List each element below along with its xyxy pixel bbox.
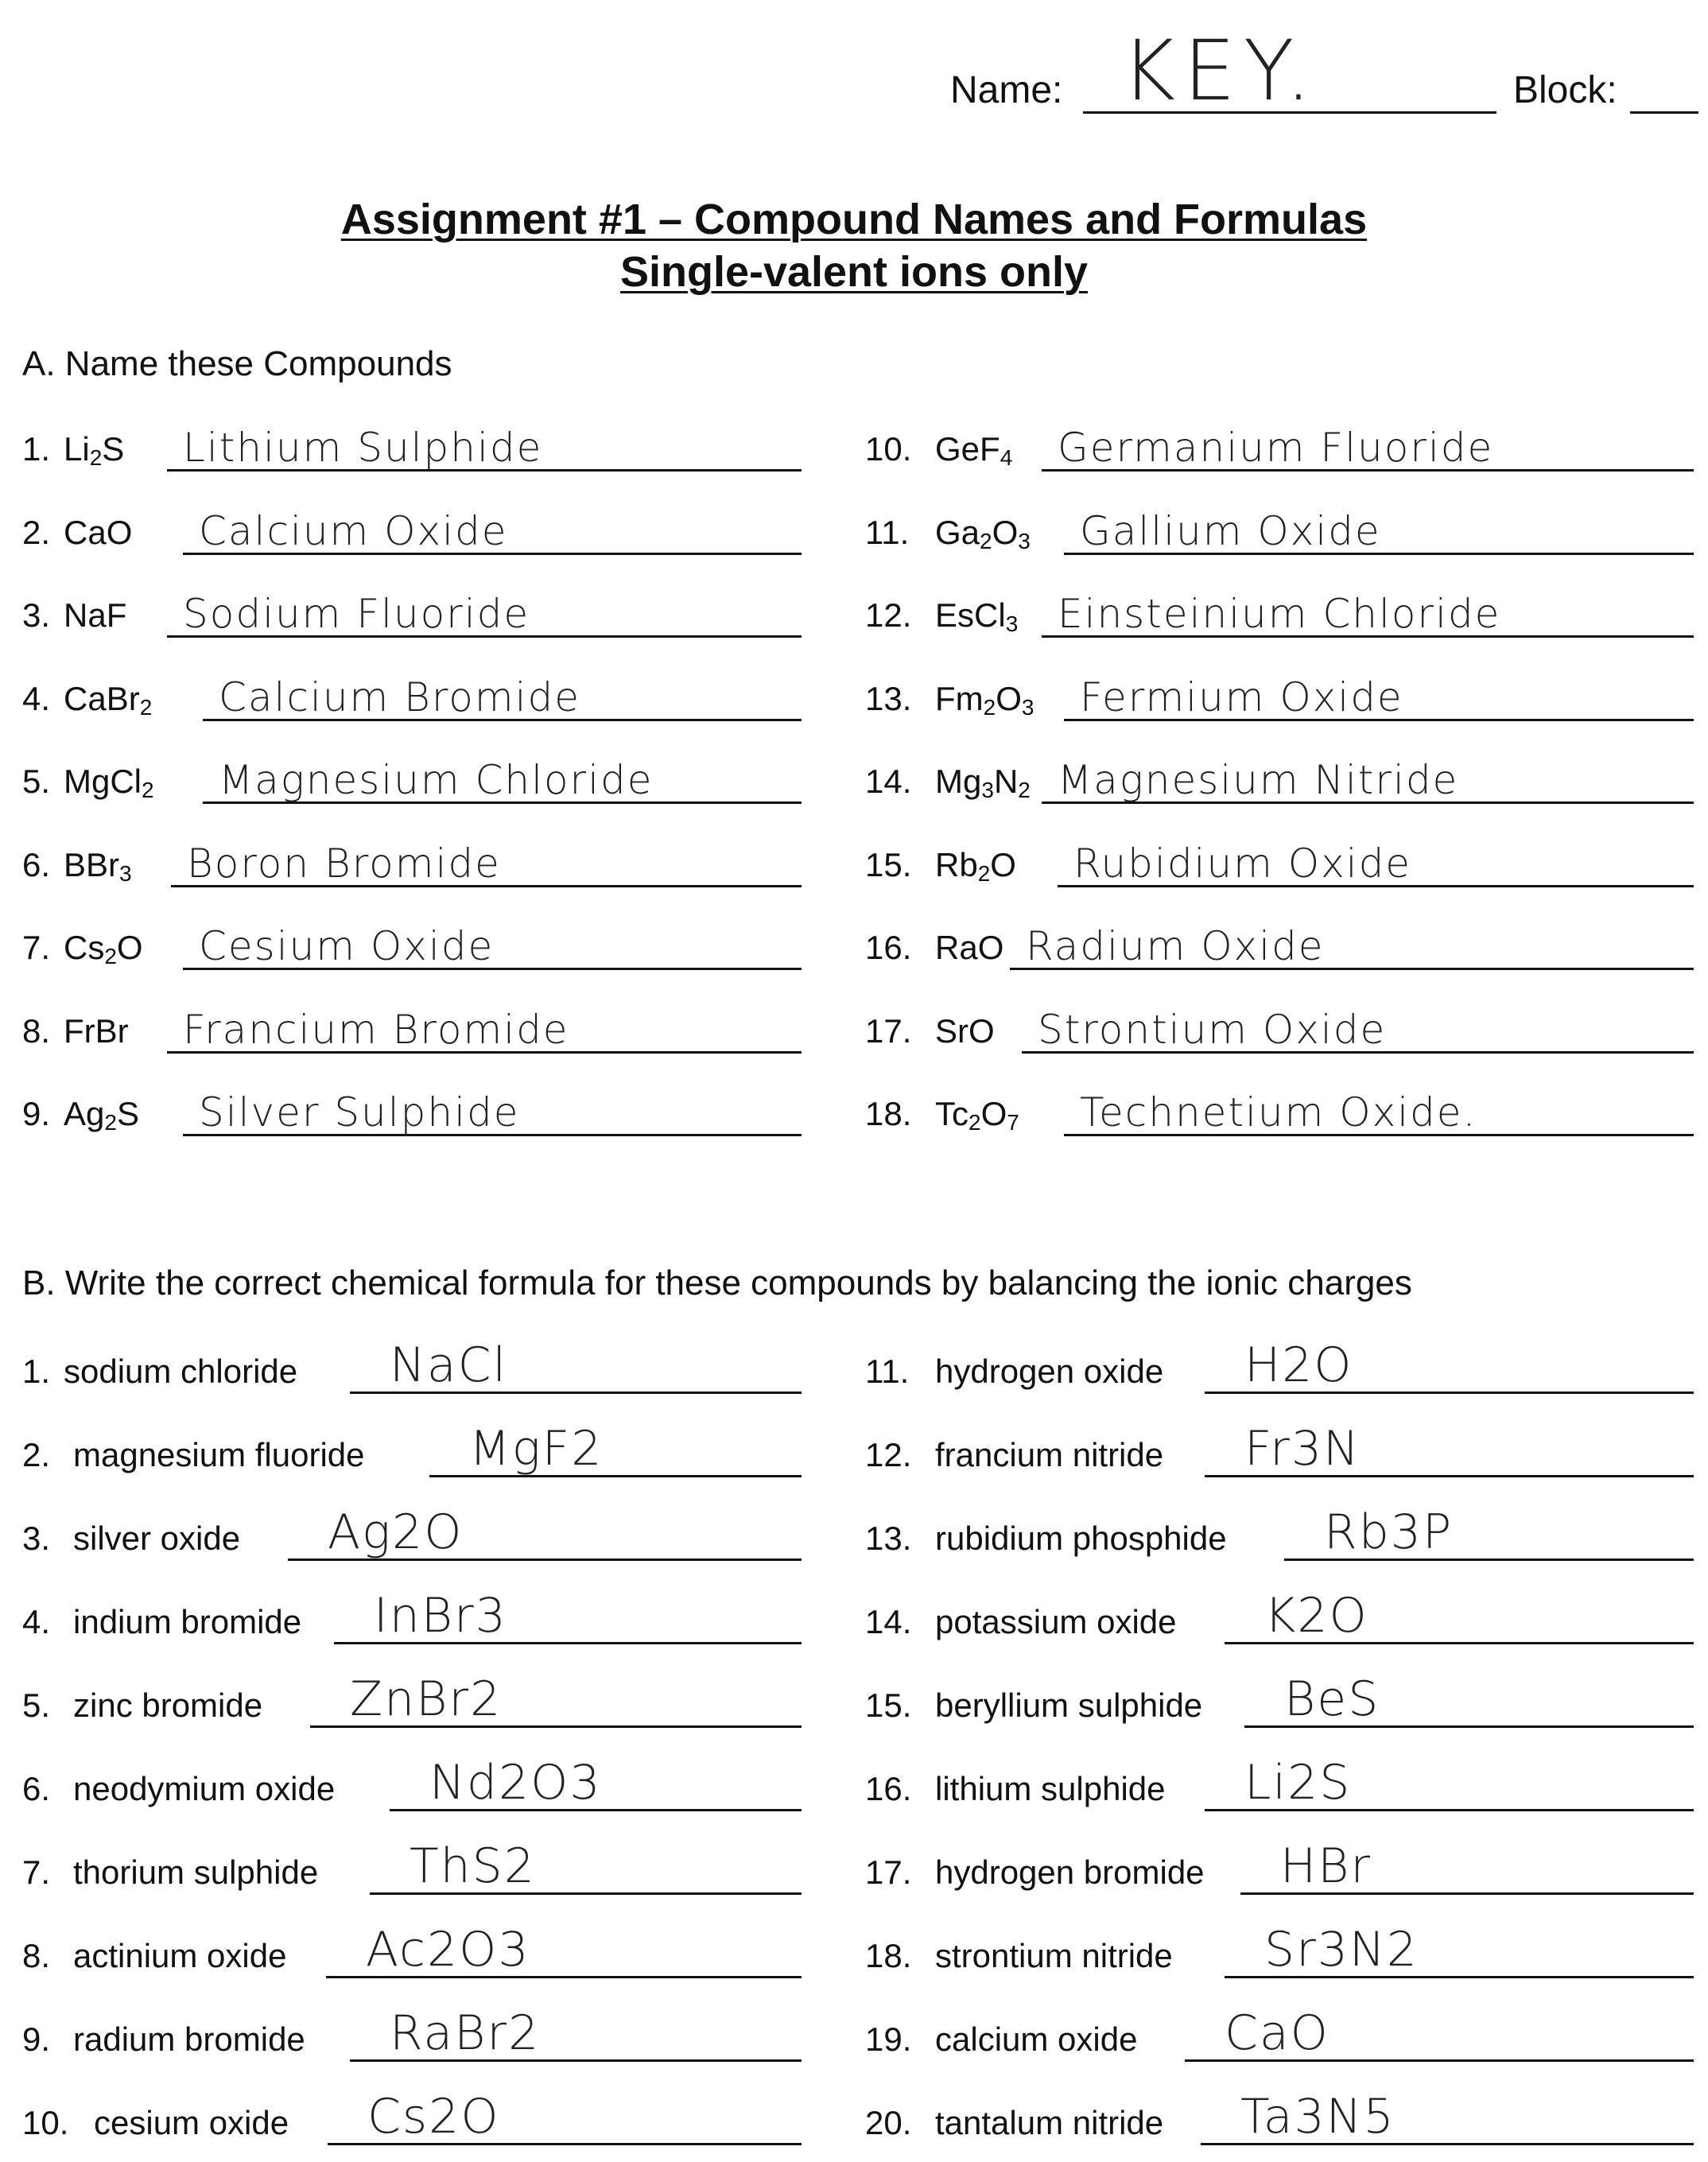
item-number: 12. bbox=[865, 1436, 912, 1473]
compound-formula bbox=[64, 679, 152, 719]
compound-name: zinc bromide bbox=[73, 1687, 263, 1724]
item-number: 1. bbox=[22, 1353, 51, 1390]
handwritten-formula: Cs2O bbox=[367, 2089, 500, 2145]
handwritten-formula: ZnBr2 bbox=[350, 1671, 503, 1727]
formula-subscript: 7 bbox=[1007, 1110, 1019, 1135]
handwritten-answer: Gallium Oxide bbox=[1080, 507, 1381, 554]
item-number: 10. bbox=[865, 430, 912, 468]
formula-symbol: CaO bbox=[64, 513, 133, 551]
section-b-row bbox=[865, 1755, 1694, 1825]
item-number: 7. bbox=[22, 929, 51, 966]
formula-subscript: 3 bbox=[981, 778, 994, 802]
formula-subscript: 2 bbox=[977, 860, 991, 886]
item-number: 13. bbox=[865, 679, 912, 717]
formula-symbol: Li bbox=[64, 430, 90, 468]
formula-subscript: 2 bbox=[104, 1110, 117, 1135]
section-b-row bbox=[22, 1671, 802, 1741]
item-number: 6. bbox=[22, 845, 51, 883]
handwritten-answer: Calcium Oxide bbox=[199, 507, 508, 554]
item-number: 13. bbox=[865, 1520, 912, 1557]
compound-formula bbox=[64, 429, 124, 469]
formula-subscript: 2 bbox=[139, 694, 153, 720]
title-line-1: Assignment #1 – Compound Names and Formulas bbox=[340, 196, 1368, 243]
section-b-row bbox=[865, 1671, 1694, 1741]
handwritten-formula: InBr3 bbox=[374, 1588, 507, 1644]
section-b-row bbox=[22, 1838, 802, 1908]
compound-name: sodium chloride bbox=[64, 1353, 298, 1390]
item-number: 6. bbox=[22, 1770, 51, 1807]
compound-formula bbox=[935, 596, 1018, 635]
section-b-row bbox=[865, 1588, 1694, 1658]
formula-symbol: O bbox=[116, 929, 143, 966]
handwritten-answer: Silver Sulphide bbox=[199, 1089, 520, 1135]
handwritten-formula: K2O bbox=[1264, 1588, 1368, 1644]
section-b-row bbox=[865, 2005, 1694, 2075]
handwritten-formula: Fr3N bbox=[1244, 1421, 1361, 1477]
handwritten-formula: H2O bbox=[1244, 1337, 1353, 1393]
handwritten-answer: Einsteinium Chloride bbox=[1058, 591, 1501, 637]
section-a-row bbox=[865, 1086, 1694, 1150]
handwritten-answer: Magnesium Nitride bbox=[1058, 757, 1459, 803]
compound-name: silver oxide bbox=[73, 1520, 241, 1557]
compound-name: francium nitride bbox=[935, 1436, 1164, 1473]
item-number: 2. bbox=[22, 513, 51, 551]
section-a-row bbox=[22, 588, 802, 651]
block-label: Block: bbox=[1513, 69, 1617, 111]
handwritten-formula: Li2S bbox=[1244, 1755, 1352, 1811]
section-a-row bbox=[22, 837, 802, 901]
handwritten-answer: Rubidium Oxide bbox=[1073, 840, 1412, 887]
formula-symbol: S bbox=[116, 1095, 139, 1132]
handwritten-formula: Sr3N2 bbox=[1264, 1922, 1419, 1978]
handwritten-answer: Magnesium Chloride bbox=[219, 757, 654, 803]
compound-formula bbox=[64, 1011, 129, 1051]
handwritten-answer: Francium Bromide bbox=[183, 1006, 569, 1053]
section-b-row bbox=[22, 2089, 802, 2159]
handwritten-formula: CaO bbox=[1225, 2005, 1330, 2061]
compound-formula bbox=[935, 845, 1016, 885]
compound-name: lithium sulphide bbox=[935, 1770, 1166, 1807]
section-a-row bbox=[22, 1003, 802, 1067]
formula-symbol: RaO bbox=[935, 929, 1004, 966]
handwritten-answer: Lithium Sulphide bbox=[183, 425, 543, 471]
section-b-row bbox=[865, 1337, 1694, 1407]
formula-symbol: N bbox=[993, 763, 1019, 800]
formula-symbol: GeF bbox=[935, 430, 1000, 468]
page-title bbox=[0, 194, 1708, 245]
compound-name: strontium nitride bbox=[935, 1937, 1173, 1974]
item-number: 18. bbox=[865, 1937, 912, 1974]
name-label: Name: bbox=[950, 69, 1063, 111]
handwritten-formula: Rb3P bbox=[1324, 1504, 1454, 1560]
compound-formula bbox=[64, 845, 132, 885]
handwritten-formula: ThS2 bbox=[410, 1838, 536, 1894]
compound-formula bbox=[64, 596, 126, 635]
section-b-row bbox=[865, 1838, 1694, 1908]
section-a-row bbox=[865, 754, 1694, 817]
section-b-row bbox=[865, 2089, 1694, 2159]
formula-symbol: Tc bbox=[935, 1095, 969, 1132]
item-number: 8. bbox=[22, 1011, 51, 1050]
section-a-row bbox=[865, 1003, 1694, 1067]
formula-subscript: 2 bbox=[89, 445, 103, 470]
item-number: 15. bbox=[865, 845, 912, 883]
handwritten-formula: MgF2 bbox=[469, 1421, 604, 1477]
compound-formula bbox=[935, 429, 1012, 469]
section-a-row bbox=[865, 671, 1694, 735]
section-b-row bbox=[865, 1504, 1694, 1574]
section-b-row bbox=[22, 1588, 802, 1658]
item-number: 19. bbox=[865, 2020, 912, 2058]
section-a-row bbox=[865, 505, 1694, 569]
section-b-heading: B. Write the correct chemical formula for these compounds by balancing the ionic charges bbox=[22, 1263, 1412, 1302]
handwritten-answer: Fermium Oxide bbox=[1080, 673, 1403, 720]
formula-symbol: CaBr bbox=[64, 679, 140, 717]
formula-symbol: O bbox=[980, 1095, 1007, 1132]
compound-name: indium bromide bbox=[73, 1603, 302, 1640]
compound-name: hydrogen oxide bbox=[935, 1353, 1164, 1390]
section-b-row bbox=[22, 1504, 802, 1574]
item-number: 16. bbox=[865, 929, 912, 966]
formula-subscript: 2 bbox=[104, 944, 117, 968]
section-a-row bbox=[22, 505, 802, 569]
formula-symbol: Cs bbox=[64, 929, 105, 966]
item-number: 17. bbox=[865, 1011, 912, 1050]
compound-name: actinium oxide bbox=[73, 1937, 287, 1974]
section-b-row bbox=[865, 1421, 1694, 1491]
item-number: 2. bbox=[22, 1436, 51, 1473]
handwritten-formula: Nd2O3 bbox=[429, 1755, 602, 1811]
item-number: 16. bbox=[865, 1770, 912, 1807]
item-number: 9. bbox=[22, 2020, 51, 2058]
handwritten-answer: Technetium Oxide. bbox=[1080, 1089, 1477, 1135]
item-number: 4. bbox=[22, 679, 51, 717]
handwritten-answer: Boron Bromide bbox=[187, 840, 501, 887]
formula-symbol: O bbox=[992, 513, 1019, 551]
formula-symbol: Ag bbox=[64, 1095, 105, 1132]
item-number: 14. bbox=[865, 763, 912, 800]
handwritten-formula: Ac2O3 bbox=[366, 1922, 530, 1978]
compound-name: calcium oxide bbox=[935, 2020, 1138, 2058]
handwritten-answer: Cesium Oxide bbox=[199, 923, 495, 969]
formula-subscript: 3 bbox=[1018, 528, 1031, 553]
item-number: 18. bbox=[865, 1095, 912, 1132]
item-number: 1. bbox=[22, 430, 51, 468]
formula-symbol: O bbox=[996, 679, 1022, 717]
compound-formula bbox=[935, 762, 1031, 802]
item-number: 3. bbox=[22, 596, 51, 634]
section-b-row bbox=[865, 1922, 1694, 1992]
compound-formula bbox=[935, 1094, 1019, 1134]
formula-symbol: Fm bbox=[935, 679, 984, 717]
compound-name: tantalum nitride bbox=[935, 2104, 1164, 2141]
compound-name: thorium sulphide bbox=[73, 1853, 319, 1891]
formula-symbol: Mg bbox=[935, 763, 982, 800]
section-b-row bbox=[22, 1755, 802, 1825]
compound-formula bbox=[64, 928, 143, 968]
formula-subscript: 2 bbox=[1018, 778, 1031, 802]
formula-subscript: 3 bbox=[1005, 611, 1019, 636]
compound-formula bbox=[64, 513, 132, 553]
compound-name: radium bromide bbox=[73, 2020, 305, 2058]
section-a-row bbox=[22, 671, 802, 735]
section-a-row bbox=[22, 920, 802, 984]
item-number: 4. bbox=[22, 1603, 51, 1640]
handwritten-answer: Germanium Fluoride bbox=[1058, 425, 1494, 471]
item-number: 12. bbox=[865, 596, 912, 634]
formula-symbol: Rb bbox=[935, 845, 978, 883]
formula-symbol: NaF bbox=[64, 596, 127, 634]
section-b-row bbox=[22, 1421, 802, 1491]
item-number: 5. bbox=[22, 1687, 51, 1724]
section-b-row bbox=[22, 2005, 802, 2075]
name-value: KEY. bbox=[1121, 22, 1320, 119]
compound-formula bbox=[935, 679, 1034, 719]
formula-symbol: S bbox=[102, 430, 125, 468]
formula-symbol: MgCl bbox=[64, 763, 142, 800]
title-line-2: Single-valent ions only bbox=[619, 248, 1089, 296]
item-number: 10. bbox=[22, 2104, 69, 2141]
section-a-row bbox=[22, 1086, 802, 1150]
item-number: 9. bbox=[22, 1095, 51, 1132]
compound-name: neodymium oxide bbox=[73, 1770, 336, 1807]
compound-name: rubidium phosphide bbox=[935, 1520, 1227, 1557]
section-a-row bbox=[22, 421, 802, 485]
handwritten-formula: RaBr2 bbox=[390, 2005, 541, 2061]
compound-formula bbox=[64, 1094, 139, 1134]
formula-subscript: 2 bbox=[142, 778, 154, 802]
item-number: 11. bbox=[865, 513, 910, 551]
item-number: 11. bbox=[865, 1353, 910, 1390]
compound-formula bbox=[64, 762, 154, 802]
section-b-row bbox=[22, 1922, 802, 1992]
section-a-row bbox=[865, 588, 1694, 651]
formula-symbol: EsCl bbox=[935, 596, 1006, 634]
formula-subscript: 3 bbox=[119, 860, 132, 886]
section-a-row bbox=[865, 421, 1694, 485]
formula-subscript: 2 bbox=[980, 528, 992, 553]
section-a-heading: A. Name these Compounds bbox=[22, 344, 452, 383]
handwritten-answer: Calcium Bromide bbox=[219, 673, 580, 720]
handwritten-formula: NaCl bbox=[390, 1337, 508, 1393]
handwritten-answer: Radium Oxide bbox=[1026, 923, 1325, 969]
formula-symbol: O bbox=[990, 845, 1016, 883]
section-a-row bbox=[865, 920, 1694, 984]
formula-symbol: FrBr bbox=[64, 1011, 129, 1050]
item-number: 3. bbox=[22, 1520, 51, 1557]
compound-name: cesium oxide bbox=[94, 2104, 289, 2141]
item-number: 20. bbox=[865, 2104, 912, 2141]
compound-formula bbox=[935, 513, 1031, 553]
item-number: 14. bbox=[865, 1603, 912, 1640]
compound-name: magnesium fluoride bbox=[73, 1436, 365, 1473]
item-number: 17. bbox=[865, 1853, 912, 1891]
section-a-row bbox=[865, 837, 1694, 901]
section-a-row bbox=[22, 754, 802, 817]
compound-name: hydrogen bromide bbox=[935, 1853, 1205, 1891]
handwritten-answer: Strontium Oxide bbox=[1038, 1006, 1387, 1053]
formula-symbol: BBr bbox=[64, 845, 120, 883]
compound-name: beryllium sulphide bbox=[935, 1687, 1203, 1724]
block-line[interactable] bbox=[1630, 111, 1698, 114]
handwritten-formula: BeS bbox=[1284, 1671, 1380, 1727]
section-b-row bbox=[22, 1337, 802, 1407]
compound-formula bbox=[935, 928, 1003, 968]
formula-symbol: SrO bbox=[935, 1011, 995, 1050]
item-number: 8. bbox=[22, 1937, 51, 1974]
item-number: 5. bbox=[22, 763, 51, 800]
formula-symbol: Ga bbox=[935, 513, 980, 551]
page-subtitle bbox=[0, 246, 1708, 297]
formula-subscript: 4 bbox=[1000, 445, 1013, 470]
formula-subscript: 3 bbox=[1021, 694, 1035, 720]
formula-subscript: 2 bbox=[983, 694, 996, 720]
formula-subscript: 2 bbox=[969, 1110, 981, 1135]
handwritten-formula: HBr bbox=[1280, 1838, 1372, 1894]
handwritten-formula: Ag2O bbox=[328, 1504, 464, 1560]
item-number: 15. bbox=[865, 1687, 912, 1724]
item-number: 7. bbox=[22, 1853, 51, 1891]
handwritten-formula: Ta3N5 bbox=[1240, 2089, 1396, 2145]
compound-name: potassium oxide bbox=[935, 1603, 1177, 1640]
handwritten-answer: Sodium Fluoride bbox=[183, 591, 530, 637]
compound-formula bbox=[935, 1011, 995, 1051]
